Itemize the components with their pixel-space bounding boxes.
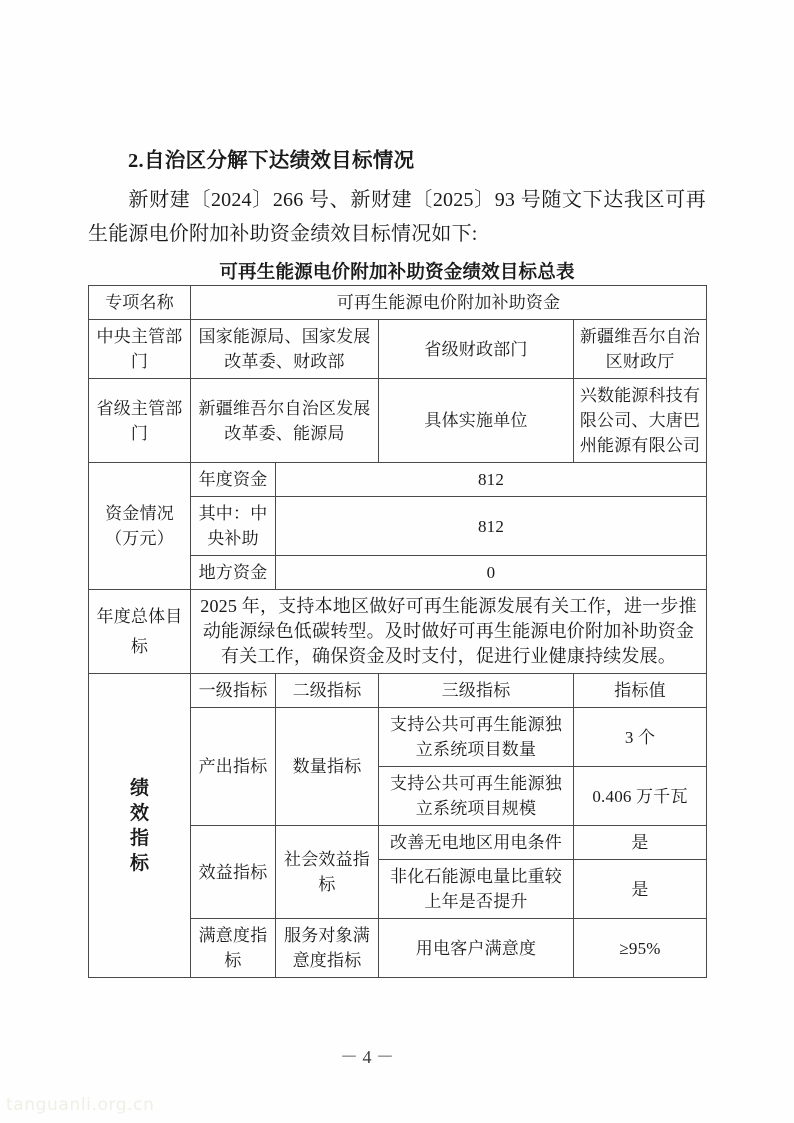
table-row-funding-annual — [89, 463, 707, 497]
watermark: tanguanli.org.cn — [6, 1095, 155, 1115]
page-number: － 4 － — [340, 1047, 394, 1067]
table-row-annual-goal — [89, 590, 707, 674]
performance-goal-table — [88, 285, 707, 978]
cell-performance-label — [89, 674, 191, 978]
cell-value-0: 3 个 — [574, 708, 707, 767]
cell-level3-4: 用电客户满意度 — [379, 919, 574, 978]
cell-provincial-dept-value: 新疆维吾尔自治区发展改革委、能源局 — [191, 379, 379, 463]
cell-level3-2: 改善无电地区用电条件 — [379, 826, 574, 860]
cell-annual-goal-label: 年度总体目标 — [89, 590, 191, 674]
table-row-central-dept — [89, 320, 707, 379]
cell-level2-service-satisfaction: 服务对象满意度指标 — [276, 919, 379, 978]
cell-implement-unit-label: 具体实施单位 — [379, 379, 574, 463]
cell-header-level2: 二级指标 — [276, 674, 379, 708]
cell-header-level1: 一级指标 — [191, 674, 276, 708]
cell-provincial-dept-label: 省级主管部门 — [89, 379, 191, 463]
cell-annual-goal-text: 2025 年，支持本地区做好可再生能源发展有关工作，进一步推动能源绿色低碳转型。及时做好可再生能源电价附加补助资金有关工作，确保资金及时支付，促进行业健康持续发展。 — [191, 590, 707, 674]
cell-value-3: 是 — [574, 860, 707, 919]
cell-funding-value-0: 812 — [276, 463, 707, 497]
cell-level1-output: 产出指标 — [191, 708, 276, 826]
cell-special-name-label: 专项名称 — [89, 286, 191, 320]
cell-header-value: 指标值 — [574, 674, 707, 708]
cell-provincial-finance-value: 新疆维吾尔自治区财政厅 — [574, 320, 707, 379]
cell-value-2: 是 — [574, 826, 707, 860]
intro-text: 新财建〔2024〕266 号、新财建〔2025〕93 号随文下达我区可再生能源电价附加补助资金绩效目标情况如下: — [88, 189, 706, 245]
cell-special-name-value: 可再生能源电价附加补助资金 — [191, 286, 707, 320]
cell-level3-1: 支持公共可再生能源独立系统项目规模 — [379, 767, 574, 826]
cell-header-level3: 三级指标 — [379, 674, 574, 708]
table-row-provincial-dept — [89, 379, 707, 463]
cell-value-4: ≥95% — [574, 919, 707, 978]
cell-level3-0: 支持公共可再生能源独立系统项目数量 — [379, 708, 574, 767]
table-row-indicator-header — [89, 674, 707, 708]
table-row-special-name — [89, 286, 707, 320]
cell-level3-3: 非化石能源电量比重较上年是否提升 — [379, 860, 574, 919]
cell-funding-value-1: 812 — [276, 497, 707, 556]
cell-funding-label: 资金情况（万元） — [89, 463, 191, 590]
intro-paragraph — [88, 183, 706, 251]
cell-funding-name-0: 年度资金 — [191, 463, 276, 497]
cell-funding-name-1: 其中：中央补助 — [191, 497, 276, 556]
cell-level1-satisfaction: 满意度指标 — [191, 919, 276, 978]
cell-central-dept-value: 国家能源局、国家发展改革委、财政部 — [191, 320, 379, 379]
cell-funding-name-2: 地方资金 — [191, 556, 276, 590]
cell-provincial-finance-label: 省级财政部门 — [379, 320, 574, 379]
table-title: 可再生能源电价附加补助资金绩效目标总表 — [219, 263, 575, 283]
cell-funding-value-2: 0 — [276, 556, 707, 590]
cell-level1-benefit: 效益指标 — [191, 826, 276, 919]
cell-level2-quantity: 数量指标 — [276, 708, 379, 826]
cell-implement-unit-value: 兴数能源科技有限公司、大唐巴州能源有限公司 — [574, 379, 707, 463]
cell-value-1: 0.406 万千瓦 — [574, 767, 707, 826]
cell-level2-social: 社会效益指标 — [276, 826, 379, 919]
cell-central-dept-label: 中央主管部门 — [89, 320, 191, 379]
performance-label-text: 绩效指标 — [130, 777, 150, 874]
section-heading: 2.自治区分解下达绩效目标情况 — [128, 150, 415, 172]
